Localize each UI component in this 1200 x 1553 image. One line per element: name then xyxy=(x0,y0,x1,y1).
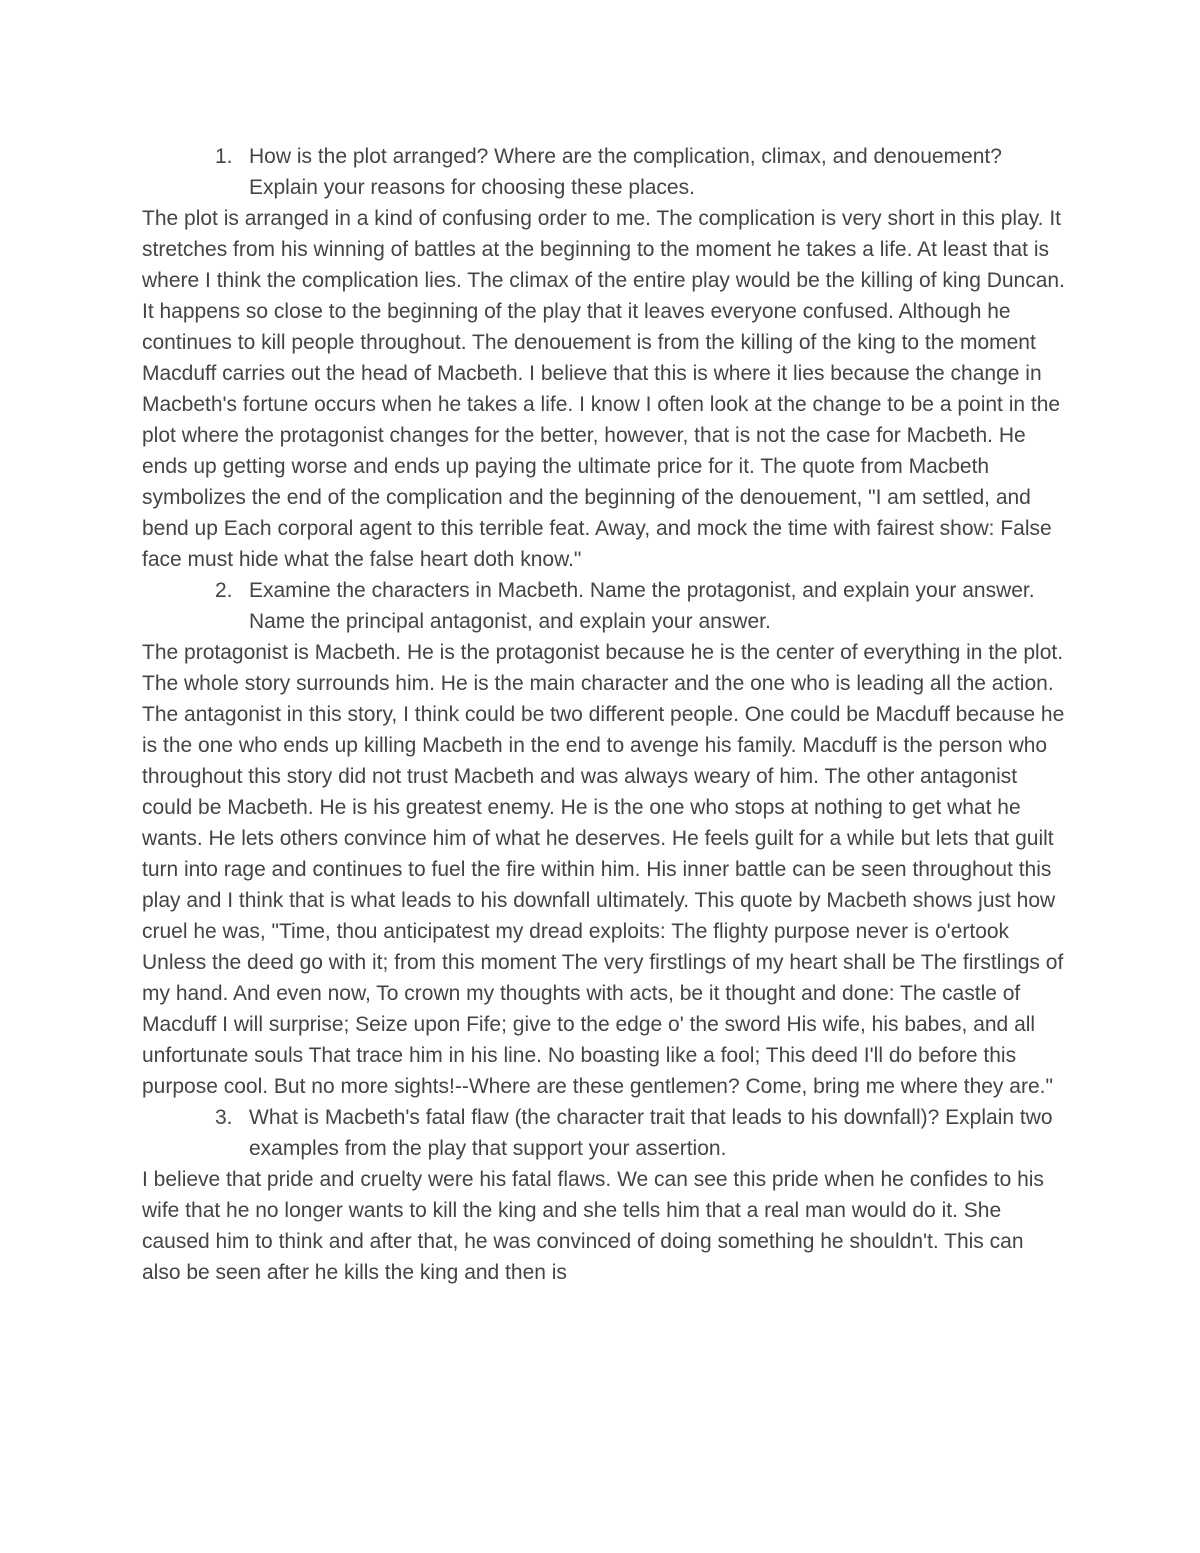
question-2-text: Examine the characters in Macbeth. Name the protagonist, and explain your answer. Name the principal antagonist, and explain your answer. xyxy=(249,579,1035,633)
answer-3: I believe that pride and cruelty were his fatal flaws. We can see this pride when he confides to his wife that he no longer wants to kill the king and she tells him that a real man would do it. She caused him to think and after that, he was convinced of doing something he shouldn't. This can also be seen after he kills the king and then is xyxy=(142,1168,1044,1284)
question-3-number: 3. xyxy=(215,1106,233,1129)
document-body xyxy=(142,141,1067,1288)
answer-1: The plot is arranged in a kind of confusing order to me. The complication is very short in this play. It stretches from his winning of battles at the beginning to the moment he takes a life. At least that is where I think the complication lies. The climax of the entire play would be the killing of king Duncan. It happens so close to the beginning of the play that it leaves everyone confused. Although he continues to kill people throughout. The denouement is from the killing of the king to the moment Macduff carries out the head of Macbeth. I believe that this is where it lies because the change in Macbeth's fortune occurs when he takes a life. I know I often look at the change to be a point in the plot where the protagonist changes for the better, however, that is not the case for Macbeth. He ends up getting worse and ends up paying the ultimate price for it. The quote from Macbeth symbolizes the end of the complication and the beginning of the denouement, "I am settled, and bend up Each corporal agent to this terrible feat. Away, and mock the time with fairest show: False face must hide what the false heart doth know." xyxy=(142,207,1065,571)
question-2 xyxy=(142,575,1067,637)
question-3-text: What is Macbeth's fatal flaw (the character trait that leads to his downfall)? Explain two examples from the play that support your assertion. xyxy=(249,1106,1053,1160)
question-3 xyxy=(142,1102,1067,1164)
question-2-number: 2. xyxy=(215,579,233,602)
question-1-text: How is the plot arranged? Where are the complication, climax, and denouement? Explain your reasons for choosing these places. xyxy=(249,145,1002,199)
answer-2: The protagonist is Macbeth. He is the protagonist because he is the center of everything in the plot. The whole story surrounds him. He is the main character and the one who is leading all the action. The antagonist in this story, I think could be two different people. One could be Macduff because he is the one who ends up killing Macbeth in the end to avenge his family. Macduff is the person who throughout this story did not trust Macbeth and was always weary of him. The other antagonist could be Macbeth. He is his greatest enemy. He is the one who stops at nothing to get what he wants. He lets others convince him of what he deserves. He feels guilt for a while but lets that guilt turn into rage and continues to fuel the fire within him. His inner battle can be seen throughout this play and I think that is what leads to his downfall ultimately. This quote by Macbeth shows just how cruel he was, "Time, thou anticipatest my dread exploits: The flighty purpose never is o'ertook Unless the deed go with it; from this moment The very firstlings of my heart shall be The firstlings of my hand. And even now, To crown my thoughts with acts, be it thought and done: The castle of Macduff I will surprise; Seize upon Fife; give to the edge o' the sword His wife, his babes, and all unfortunate souls That trace him in his line. No boasting like a fool; This deed I'll do before this purpose cool. But no more sights!--Where are these gentlemen? Come, bring me where they are." xyxy=(142,641,1065,1098)
question-1 xyxy=(142,141,1067,203)
question-1-number: 1. xyxy=(215,145,233,168)
